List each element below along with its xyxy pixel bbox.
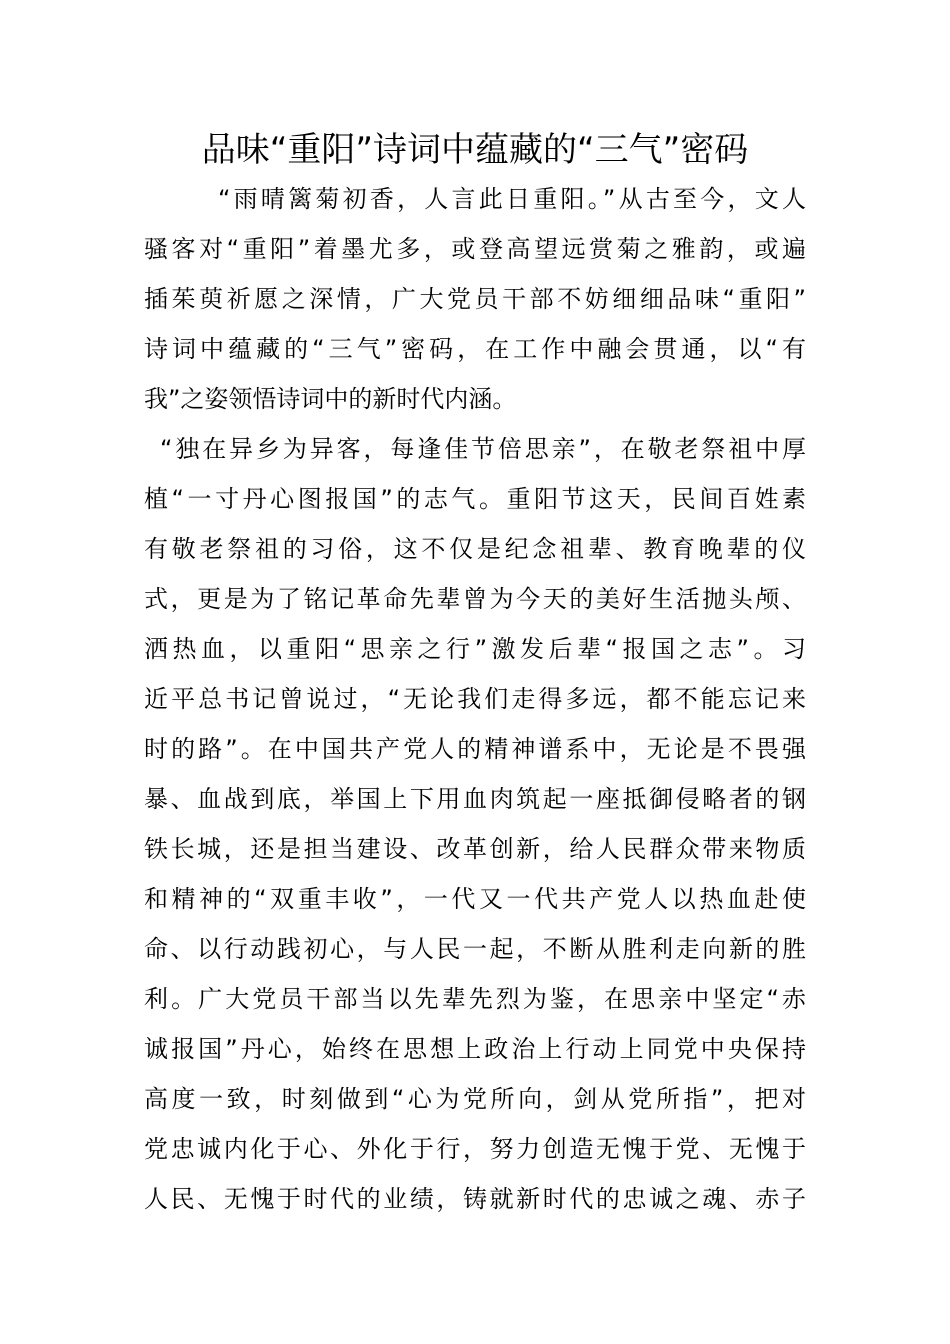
document-body xyxy=(144,174,806,1224)
text-line: 党忠诚内化于心、外化于行，努力创造无愧于党、无愧于 xyxy=(144,1135,806,1163)
text-line: 命、以行动践初心，与人民一起，不断从胜利走向新的胜 xyxy=(144,935,806,963)
text-line: 洒热血，以重阳“思亲之行”激发后辈“报国之志”。习 xyxy=(144,635,806,663)
text-line: 式，更是为了铭记革命先辈曾为今天的美好生活抛头颅、 xyxy=(144,585,806,613)
text-line: 人民、无愧于时代的业绩，铸就新时代的忠诚之魂、赤子 xyxy=(144,1185,806,1213)
text-line: 我”之姿领悟诗词中的新时代内涵。 xyxy=(144,385,517,413)
paragraph-2 xyxy=(144,424,806,1224)
text-line: 骚客对“重阳”着墨尤多，或登高望远赏菊之雅韵，或遍 xyxy=(144,235,806,263)
text-line: 利。广大党员干部当以先辈先烈为鉴，在思亲中坚定“赤 xyxy=(144,985,806,1013)
text-line: 有敬老祭祖的习俗，这不仅是纪念祖辈、教育晚辈的仪 xyxy=(144,535,806,563)
text-line: 时的路”。在中国共产党人的精神谱系中，无论是不畏强 xyxy=(144,735,806,763)
text-line: 铁长城，还是担当建设、改革创新，给人民群众带来物质 xyxy=(144,835,806,863)
text-line: 插茱萸祈愿之深情，广大党员干部不妨细细品味“重阳” xyxy=(144,285,806,313)
text-line: 植“一寸丹心图报国”的志气。重阳节这天，民间百姓素 xyxy=(144,485,806,513)
text-line: 诗词中蕴藏的“三气”密码，在工作中融会贯通，以“有 xyxy=(144,335,806,363)
document-title: 品味“重阳”诗词中蕴藏的“三气”密码 xyxy=(201,130,749,170)
text-line: 诚报国”丹心，始终在思想上政治上行动上同党中央保持 xyxy=(144,1035,806,1063)
paragraph-1 xyxy=(144,174,806,424)
text-line: “雨晴篱菊初香，人言此日重阳。”从古至今，文人 xyxy=(218,185,806,213)
text-line: 和精神的“双重丰收”，一代又一代共产党人以热血赴使 xyxy=(144,885,806,913)
text-line: 近平总书记曾说过，“无论我们走得多远，都不能忘记来 xyxy=(144,685,806,713)
text-line: 高度一致，时刻做到“心为党所向，剑从党所指”，把对 xyxy=(144,1085,806,1113)
text-line: 暴、血战到底，举国上下用血肉筑起一座抵御侵略者的钢 xyxy=(144,785,806,813)
text-line: “独在异乡为异客，每逢佳节倍思亲”，在敬老祭祖中厚 xyxy=(160,435,806,463)
